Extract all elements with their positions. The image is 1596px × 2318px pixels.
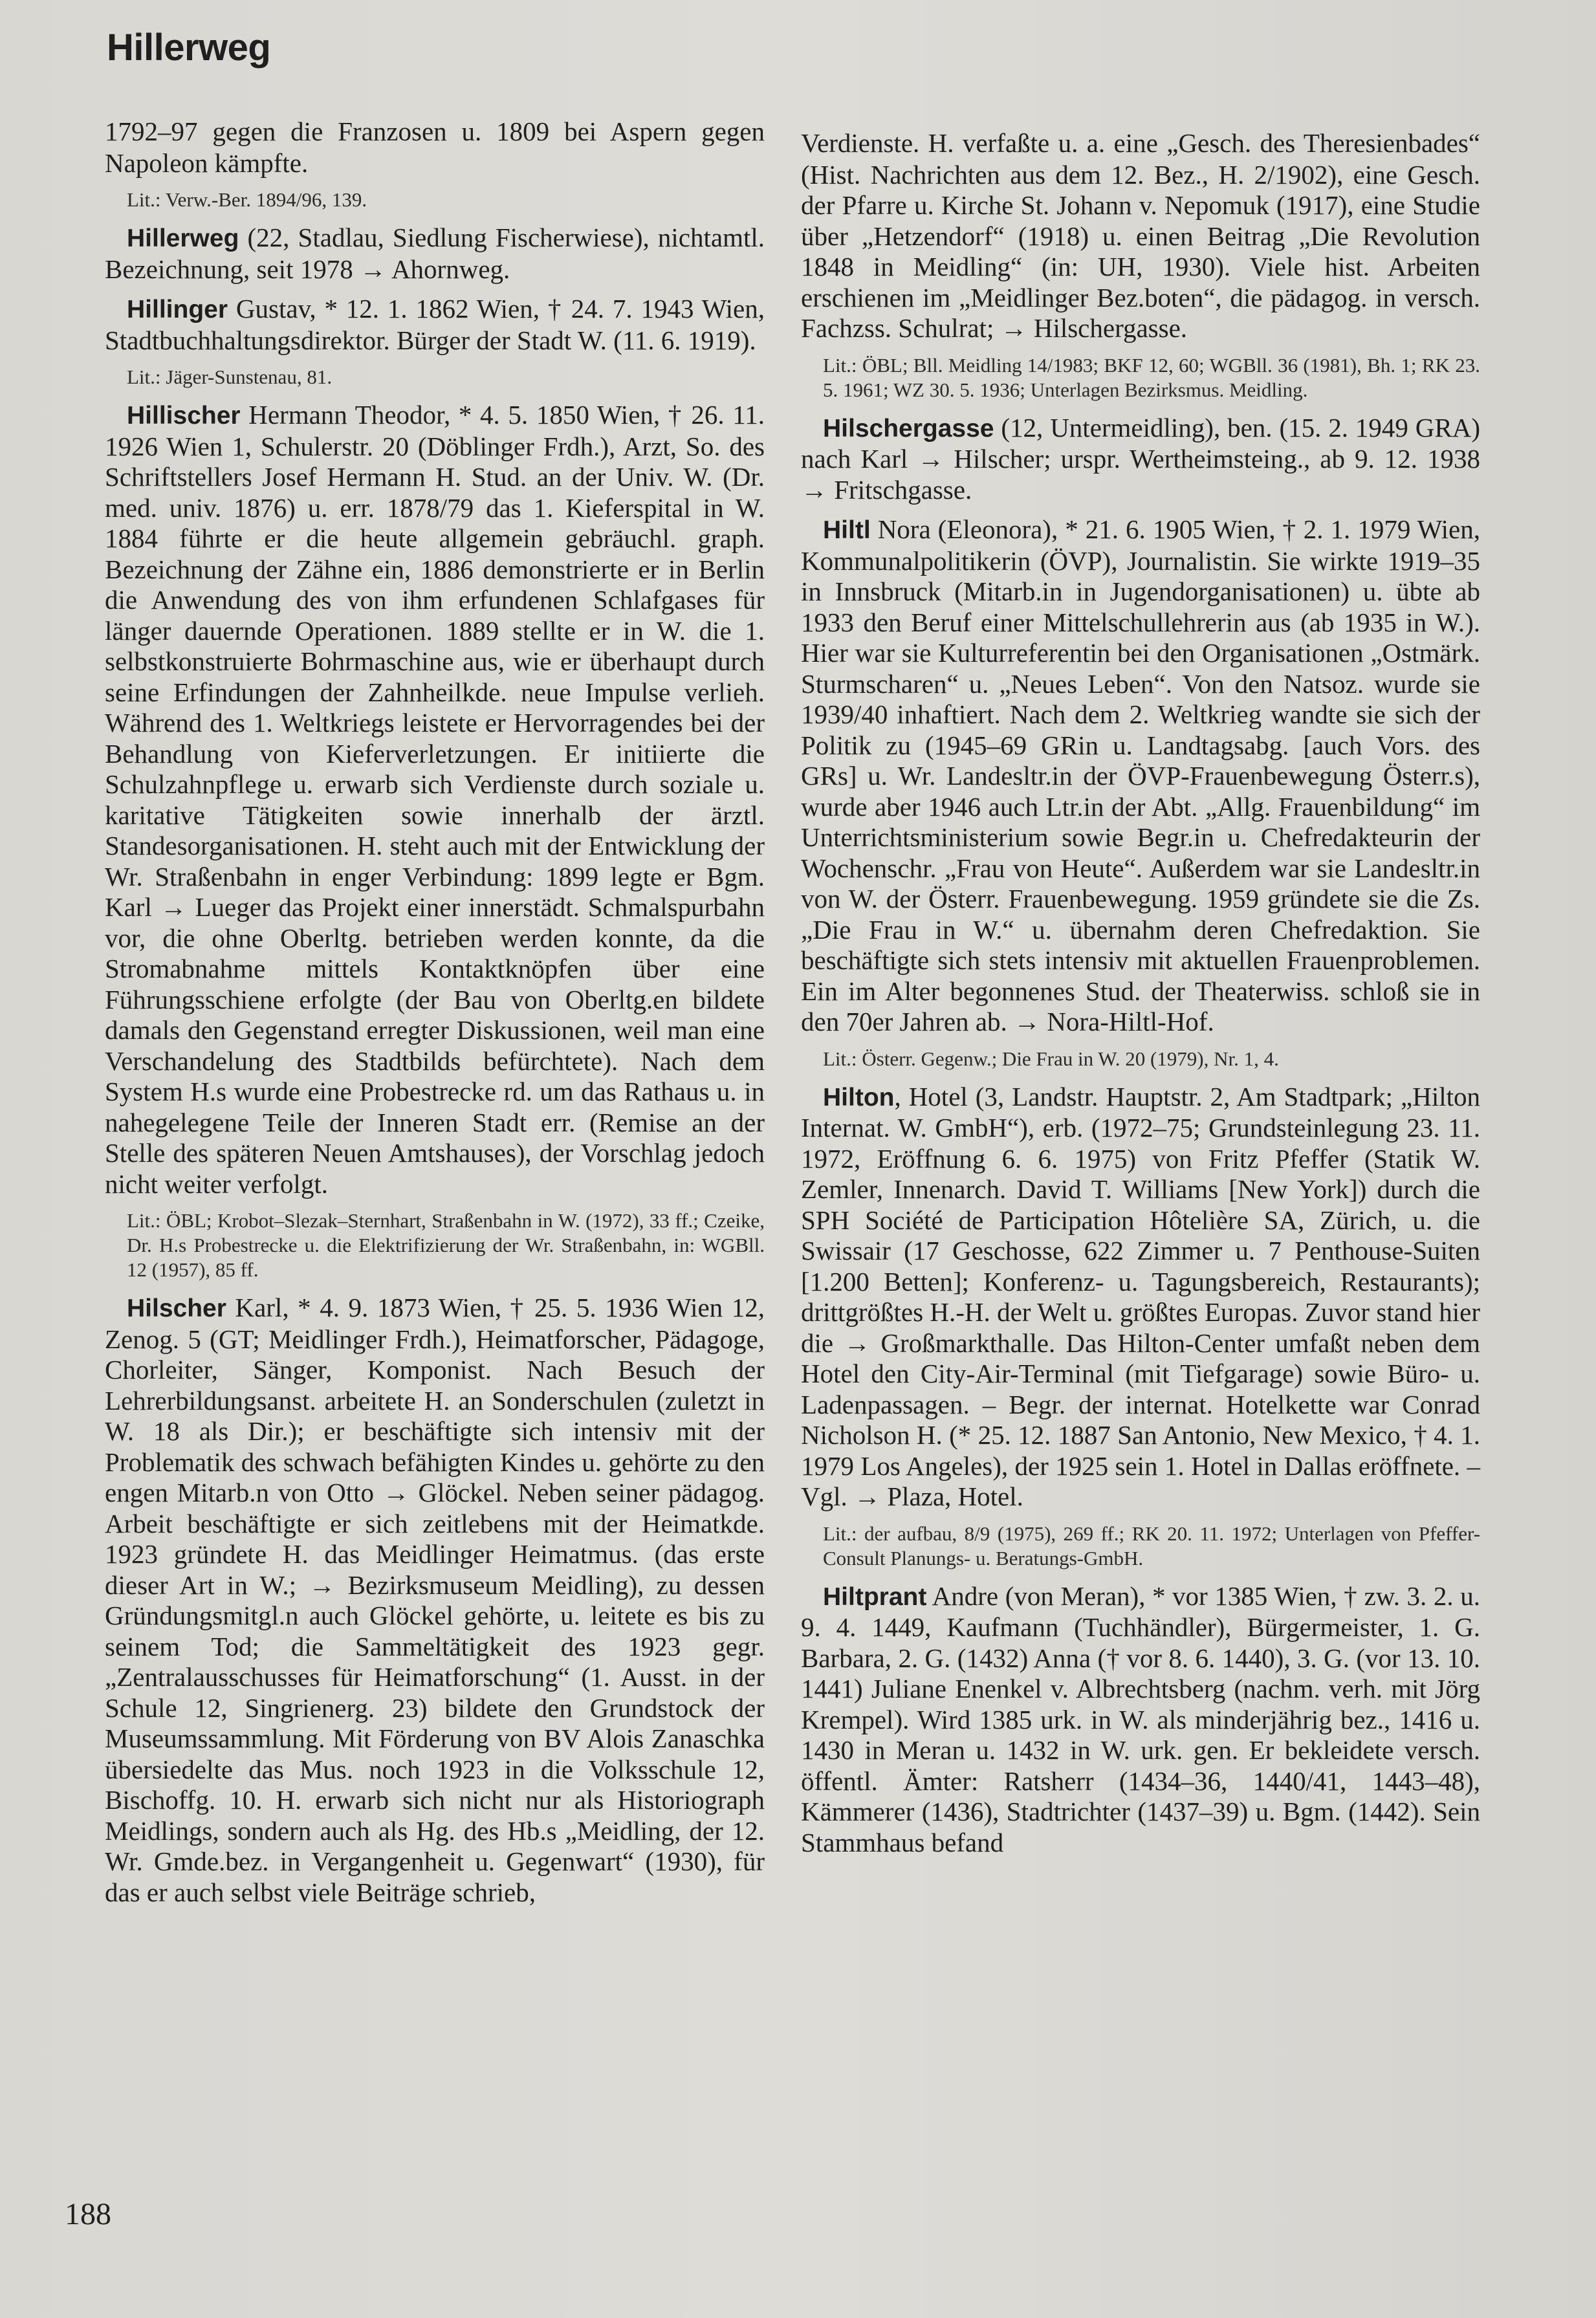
entry [801, 1082, 1480, 1513]
entry-text: Karl, * 4. 9. 1873 Wien, † 25. 5. 1936 Wien 12, Zenog. 5 (GT; Meidlinger Frdh.), Heimatforscher, Pädagoge, Chorleiter, Sänger, Komponist. Nach Besuch der Lehrerbildungsanst. arbeitete H. an Sonderschulen (zuletzt in W. 18 als Dir.); er beschäftigte sich intensiv mit der Problematik des schwach befähigten Kindes u. gehörte zu den engen Mitarb.n von Otto → Glöckel. Neben seiner pädagog. Arbeit beschäftigte er sich zeitlebens mit der Heimatkde. 1923 gründete H. das Meidlinger Heimatmus. (das erste dieser Art in W.; → Bezirksmuseum Meidling), zu dessen Gründungsmitgl.n auch Glöckel gehörte, u. leitete es bis zu seinem Tod; die Sammeltätigkeit des 1923 gegr. „Zentralausschusses für Heimatforschung“ (1. Ausst. in der Schule 12, Singrienerg. 23) bildete den Grundstock der Museumssammlung. Mit Förderung von BV Alois Zanaschka übersiedelte das Mus. noch 1923 in die Volksschule 12, Bischoffg. 10. H. erwarb sich nicht nur als Historiograph Meidlings, sondern auch als Hg. des Hb.s „Meidling, der 12. Wr. Gmde.bez. in Vergangenheit u. Gegenwart“ (1930), für das er auch selbst viele Beiträge schrieb, [105, 1293, 765, 1907]
entry-text: , Hotel (3, Landstr. Hauptstr. 2, Am Stadtpark; „Hilton Internat. W. GmbH“), erb. (1972–75; Grundsteinlegung 23. 11. 1972, Eröffnung 6. 6. 1975) von Fritz Pfeffer (Statik W. Zemler, Innenarch. David T. Williams [New York]) durch die SPH Société de Participation Hôtelière SA, Zürich, u. die Swissair (17 Geschosse, 622 Zimmer u. 7 Penthouse-Suiten [1.200 Betten]; Konferenz- u. Tagungsbereich, Restaurants); drittgrößtes H.-H. der Welt u. größtes Europas. Zuvor stand hier die → Großmarkthalle. Das Hilton-Center umfaßt neben dem Hotel den City-Air-Terminal (mit Tiefgarage) sowie Büro- u. Ladenpassagen. – Begr. der internat. Hotelkette war Conrad Nicholson H. (* 25. 12. 1887 San Antonio, New Mexico, † 4. 1. 1979 Los Angeles), der 1925 sein 1. Hotel in Dallas eröffnete. – Vgl. → Plaza, Hotel. [801, 1081, 1480, 1511]
entry [105, 400, 765, 1199]
entry-headword: Hillinger [127, 296, 228, 323]
page-number: 188 [65, 2197, 111, 2231]
entry-literature: Lit.: Österr. Gegenw.; Die Frau in W. 20 (1979), Nr. 1, 4. [823, 1047, 1279, 1070]
entry-text: Nora (Eleonora), * 21. 6. 1905 Wien, † 2. 1. 1979 Wien, Kommunalpolitikerin (ÖVP), Journalistin. Sie wirkte 1919–35 in Innsbruck (Mitarb.in in Jugendorganisationen) u. übte ab 1933 den Beruf einer Mittelschullehrerin aus (ab 1935 in W.). Hier war sie Kulturreferentin bei den Organisationen „Ostmärk. Sturmscharen“ u. „Neues Leben“. Von den Natsoz. wurde sie 1939/40 inhaftiert. Nach dem 2. Weltkrieg wandte sie sich der Politik zu (1945–69 GRin u. Landtagsabg. [auch Vors. des GRs] u. Wr. Landesltr.in der ÖVP-Frauenbewegung Österr.s), wurde aber 1946 auch Ltr.in der Abt. „Allg. Frauenbildung“ im Unterrichtsministerium sowie Begr.in u. Chefredakteurin der Wochenschr. „Frau von Heute“. Außerdem war sie Landesltr.in von W. der Österr. Frauenbewegung. 1959 gründete sie die Zs. „Die Frau in W.“ u. übernahm deren Chefredaktion. Sie beschäftigte sich stets intensiv mit aktuellen Frauenproblemen. Ein im Alter begonnenes Stud. der Theaterwiss. schloß sie in den 70er Jahren ab. → Nora-Hiltl-Hof. [801, 514, 1480, 1036]
entry-headword: Hilton [823, 1083, 895, 1111]
entry-literature: Lit.: ÖBL; Bll. Meidling 14/1983; BKF 12, 60; WGBll. 36 (1981), Bh. 1; RK 23. 5. 1961; WZ 30. 5. 1936; Unterlagen Bezirksmus. Meidling. [823, 353, 1480, 401]
entry-text: (22, Stadlau, Siedlung Fischerwiese), nichtamtl. Bezeichnung, seit 1978 → Ahornweg. [105, 223, 765, 284]
entry [801, 413, 1480, 506]
running-headword: Hillerweg [107, 27, 271, 69]
entry-headword: Hiltl [823, 516, 871, 544]
entry-literature: Lit.: ÖBL; Krobot–Slezak–Sternhart, Straßenbahn in W. (1972), 33 ff.; Czeike, Dr. H.s Probestrecke u. die Elektrifizierung der Wr. Straßenbahn, in: WGBll. 12 (1957), 85 ff. [127, 1209, 765, 1281]
entry [105, 294, 765, 356]
entry [105, 1293, 765, 1908]
entry-headword: Hilschergasse [823, 414, 994, 443]
entry-text: Hermann Theodor, * 4. 5. 1850 Wien, † 26. 11. 1926 Wien 1, Schulerstr. 20 (Döblinger Frdh.), Arzt, So. des Schriftstellers Josef Hermann H. Stud. an der Univ. W. (Dr. med. univ. 1876) u. err. 1878/79 das 1. Kieferspital in W. 1884 führte er die heute allgemein gebräuchl. graph. Bezeichnung der Zähne ein, 1886 demonstrierte er in Berlin die Anwendung des von ihm erfundenen Schlafgases für länger dauernde Operationen. 1889 stellte er in W. die 1. selbstkonstruierte Bohrmaschine aus, wie er überhaupt durch seine Erfindungen der Zahnheilkde. neue Impulse verlieh. Während des 1. Weltkriegs leistete er Hervorragendes bei der Behandlung von Kieferverletzungen. Er initiierte die Schulzahnpflege u. erwarb sich Verdienste durch soziale u. karitative Tätigkeiten sowie innerhalb der ärztl. Standesorganisationen. H. steht auch mit der Entwicklung der Wr. Straßenbahn in enger Verbindung: 1899 legte er Bgm. Karl → Lueger das Projekt einer innerstädt. Schmalspurbahn vor, die ohne Oberltg. betrieben werden konnte, da die Stromabnahme mittels Kontaktknöpfen über eine Führungsschiene erfolgte (der Bau von Oberltg.en bildete damals den Gegenstand erregter Diskussionen, weil man eine Verschandelung des Stadtbilds befürchtete). Nach dem System H.s wurde eine Probestrecke rd. um das Rathaus u. in nahegelegene Teile der Inneren Stadt err. (Remise an der Stelle des späteren Neuen Amtshauses), der Vorschlag jedoch nicht weiter verfolgt. [105, 400, 765, 1199]
entry-literature: Lit.: Verw.-Ber. 1894/96, 139. [127, 188, 367, 211]
entry-literature: Lit.: der aufbau, 8/9 (1975), 269 ff.; RK 20. 11. 1972; Unterlagen von Pfeffer-Consult Planungs- u. Beratungs-GmbH. [823, 1522, 1480, 1569]
entry-text: Verdienste. H. verfaßte u. a. eine „Gesch. des Theresienbades“ (Hist. Nachrichten aus dem 12. Bez., H. 2/1902), eine Gesch. der Pfarre u. Kirche St. Johann v. Nepomuk (1917), eine Studie über „Hetzendorf“ (1918) u. einen Beitrag „Die Revolution 1848 in Meidling“ (in: UH, 1930). Viele hist. Arbeiten erschienen im „Meidlinger Bez.boten“, die pädagog. in versch. Fachzss. Schulrat; → Hilschergasse. [801, 128, 1480, 343]
left-column [105, 116, 765, 1917]
entry-headword: Hiltprant [823, 1582, 927, 1611]
entry-headword: Hillerweg [127, 224, 239, 252]
entry-literature: Lit.: Jäger-Sunstenau, 81. [127, 366, 333, 388]
entry-headword: Hilscher [127, 1295, 226, 1322]
entry [801, 128, 1480, 344]
entry [801, 514, 1480, 1038]
entry [801, 1581, 1480, 1859]
entry-text: Andre (von Meran), * vor 1385 Wien, † zw. 3. 2. u. 9. 4. 1449, Kaufmann (Tuchhändler), Bürgermeister, 1. G. Barbara, 2. G. (1432) Anna († vor 8. 6. 1440), 3. G. (vor 13. 10. 1441) Juliane Enenkel v. Albrechtsberg (nachm. verh. mit Jörg Krempel). Wird 1385 urk. in W. als minderjährig bez., 1416 u. 1430 in Meran u. 1432 in W. urk. gen. Er bekleidete versch. öffentl. Ämter: Ratsherr (1434–36, 1440/41, 1443–48), Kämmerer (1436), Stadtrichter (1437–39) u. Bgm. (1442). Sein Stammhaus befand [801, 1580, 1480, 1857]
entry [105, 116, 765, 179]
entry-text: (12, Untermeidling), ben. (15. 2. 1949 GRA) nach Karl → Hilscher; urspr. Wertheimsteing., ab 9. 12. 1938 → Fritschgasse. [801, 412, 1480, 505]
right-column [801, 128, 1480, 1867]
entry-text: Gustav, * 12. 1. 1862 Wien, † 24. 7. 1943 Wien, Stadtbuchhaltungsdirektor. Bürger der Stadt W. (11. 6. 1919). [105, 294, 765, 355]
entry [105, 223, 765, 285]
entry-text: 1792–97 gegen die Franzosen u. 1809 bei Aspern gegen Napoleon kämpfte. [105, 116, 765, 178]
entry-headword: Hillischer [127, 402, 241, 430]
